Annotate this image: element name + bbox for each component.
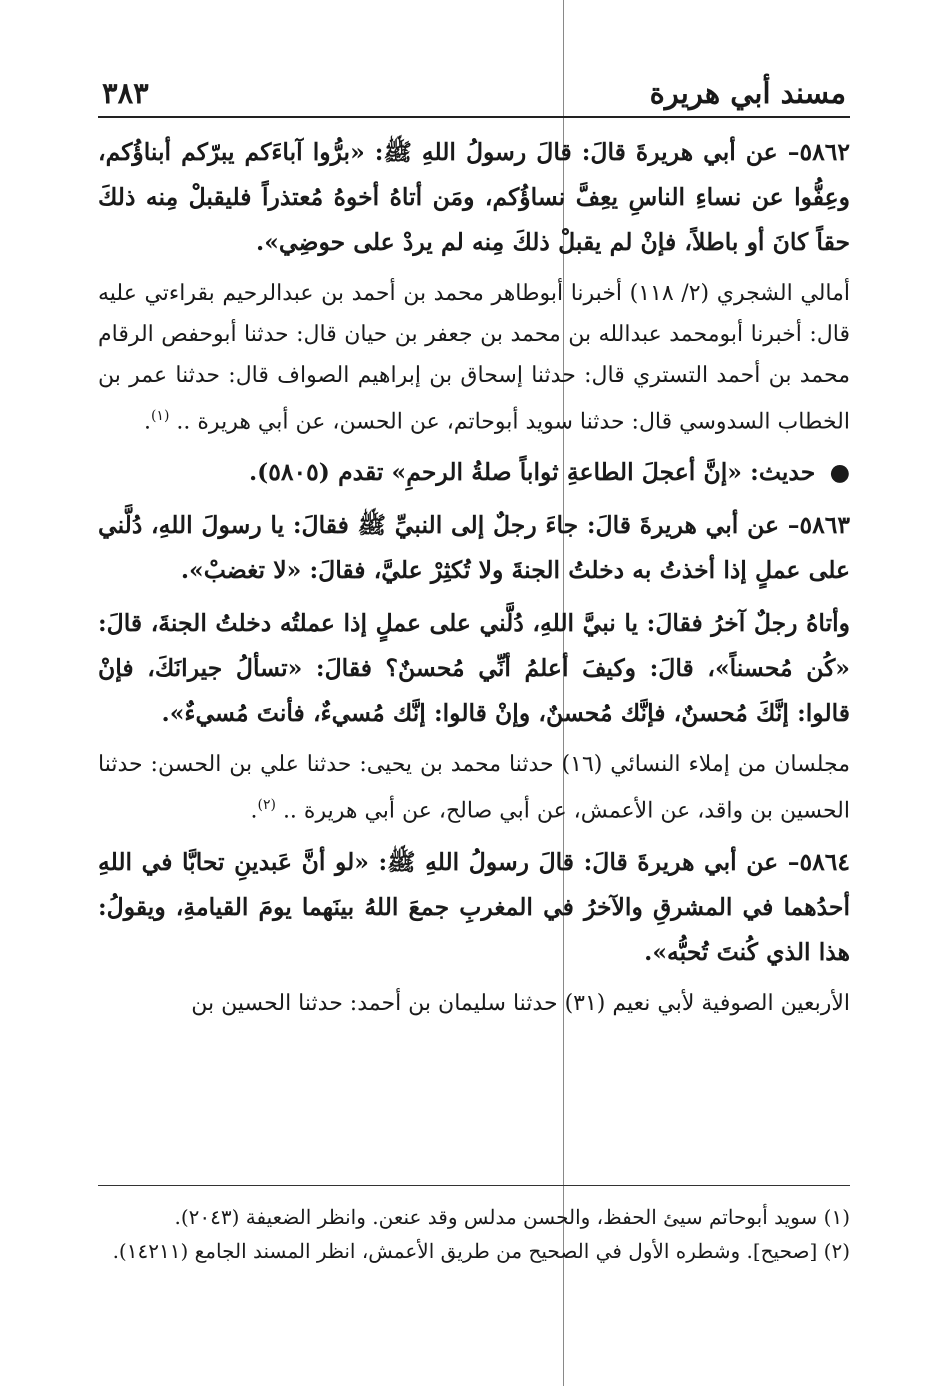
hadith-text: عن أبي هريرةَ قالَ: قالَ رسولُ اللهِ ﷺ: «برُّوا آباءَكم يبرّكم أبناؤُكم، وعِفُّوا عن نساءِ الناسِ يعِفَّ نساؤُكم، ومَن أتاهُ أخوهُ مُعتذراً فليقبلْ مِنه ذلكَ حقاً كانَ أو باطلاً، فإنْ لم يقبلْ ذلكَ مِنه لم يردْ على حوضِي». — [98, 138, 850, 256]
hadith-number: ٥٨٦٤– — [787, 847, 851, 876]
source-text: الأربعين الصوفية لأبي نعيم (٣١) حدثنا سليمان بن أحمد: حدثنا الحسين بن — [191, 990, 850, 1016]
cross-reference-note — [98, 450, 850, 495]
footnote-2: (٢) [صحيح]. وشطره الأول في الصحيح من طريق الأعمش، انظر المسند الجامع (١٤٢١١). — [112, 1239, 850, 1263]
hadith-number: ٥٨٦٣– — [787, 511, 850, 540]
bullet-icon: ● — [829, 458, 850, 487]
note-text: حديث: «إنَّ أعجلَ الطاعةِ ثواباً صلةُ الرحمِ» تقدم (٥٨٠٥). — [248, 458, 816, 487]
hadith-text: وأتاهُ رجلٌ آخرُ فقالَ: يا نبيَّ اللهِ، دُلَّني على عملٍ إذا عملتُه دخلتُ الجنةَ، قالَ: «كُن مُحسناً»، قالَ: وكيفَ أعلمُ أنِّي مُحسنٌ؟ فقالَ: «تسألُ جيرانَكَ، فإنْ قالوا: إنَّكَ مُحسنٌ، فإنَّك مُحسنٌ، وإنْ قالوا: إنَّك مُسيءٌ، فأنتَ مُسيءٌ». — [98, 609, 850, 728]
hadith-5864 — [98, 840, 850, 975]
source-5862: أمالي الشجري (٢/ ١١٨) أخبرنا أبوطاهر محمد بن أحمد بن عبدالرحيم بقراءتي عليه قال: أخبرنا أبومحمد عبدالله بن محمد بن جعفر بن حيان قال: حدثنا أبوحفص الرقام محمد بن أحمد التستري قال: حدثنا إسحاق بن إبراهيم الصواف قال: حدثنا عمر بن الخطاب السدوسي قال: حدثنا سويد أبوحاتم، عن الحسن، عن أبي هريرة .. $^{(١)}$. — [98, 281, 850, 435]
hadith-5863-continued — [98, 601, 850, 736]
hadith-5862 — [98, 130, 850, 265]
footnote-1: (١) سويد أبوحاتم سيئ الحفظ، والحسن مدلس وقد عنعن. وانظر الضعيفة (٢٠٤٣). — [174, 1205, 850, 1229]
hadith-text: عن أبي هريرةَ قالَ: قالَ رسولُ اللهِ ﷺ: «لو أنَّ عَبدينِ تحابَّا في اللهِ أحدُهما في المشرقِ والآخرُ في المغربِ جمعَ اللهُ بينَهما يومَ القيامةِ، ويقولُ: هذا الذي كُنتَ تُحبُّه». — [98, 847, 850, 966]
page-number: ٣٨٣ — [102, 76, 149, 110]
footnote-separator — [98, 1185, 850, 1186]
hadith-5863 — [98, 503, 850, 593]
page-body — [98, 130, 850, 1024]
source-5864 — [98, 983, 850, 1024]
book-title: مسند أبي هريرة — [649, 76, 846, 110]
footnote-ref: (٢) — [257, 797, 276, 814]
running-header — [98, 70, 850, 118]
source-text: مجلسان من إملاء النسائي (١٦) حدثنا محمد بن يحيى: حدثنا علي بن الحسن: حدثنا الحسين بن واقد، عن الأعمش، عن أبي صالح، عن أبي هريرة .. — [98, 752, 850, 824]
hadith-number: ٥٨٦٢– — [787, 138, 850, 166]
footnotes — [98, 1200, 850, 1268]
book-page — [98, 70, 850, 1032]
source-5863: مجلسان من إملاء النسائي (١٦) حدثنا محمد بن يحيى: حدثنا علي بن الحسن: حدثنا الحسين بن واقد، عن الأعمش، عن أبي صالح، عن أبي هريرة .. $^{(٢)}$. — [98, 752, 850, 824]
source-text: أمالي الشجري (٢/ ١١٨) أخبرنا أبوطاهر محمد بن أحمد بن عبدالرحيم بقراءتي عليه قال: أخبرنا أبومحمد عبدالله بن محمد بن جعفر بن حيان قال: حدثنا أبوحفص الرقام محمد بن أحمد التستري قال: حدثنا إسحاق بن إبراهيم الصواف قال: حدثنا عمر بن الخطاب السدوسي قال: حدثنا سويد أبوحاتم، عن الحسن، عن أبي هريرة .. — [98, 281, 850, 435]
hadith-text: عن أبي هريرةَ قالَ: جاءَ رجلٌ إلى النبيِّ ﷺ فقالَ: يا رسولَ اللهِ، دُلَّني على عملٍ إذا أخذتُ به دخلتُ الجنةَ ولا تُكثِرْ عليَّ، فقالَ: «لا تغضبْ». — [98, 511, 850, 585]
footnote-ref: (١) — [150, 408, 170, 424]
